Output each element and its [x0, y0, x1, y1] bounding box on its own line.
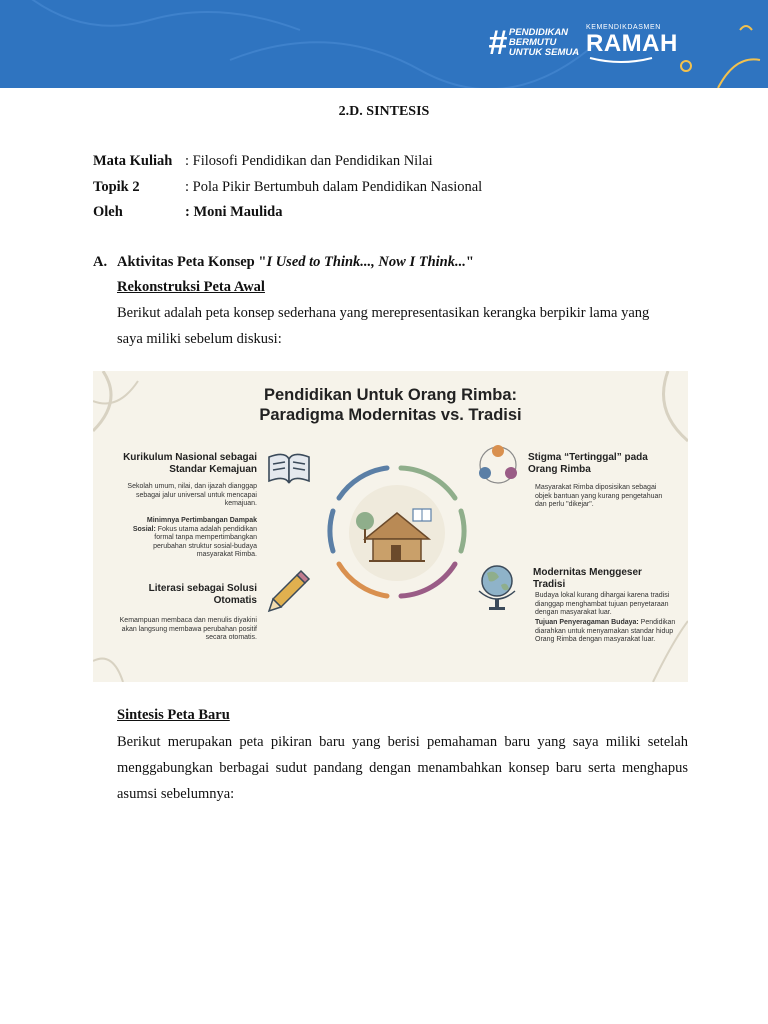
meta-value: : Filosofi Pendidikan dan Pendidikan Nilai	[185, 153, 433, 169]
tag-line: BERMUTU	[508, 37, 557, 48]
smile-icon	[586, 57, 656, 65]
title-line: Paradigma Modernitas vs. Tradisi	[259, 406, 522, 424]
meta-label: Oleh	[93, 204, 123, 220]
meta-label: Topik 2	[93, 179, 140, 195]
hashtag-icon: #	[488, 24, 507, 62]
people-network-icon	[479, 445, 517, 483]
subheading-sintesis: Sintesis Peta Baru	[117, 707, 230, 723]
meta-label: Mata Kuliah	[93, 153, 173, 169]
tag-line: UNTUK SEMUA	[508, 47, 580, 58]
subheading-rekonstruksi: Rekonstruksi Peta Awal	[117, 279, 265, 295]
right-bottom-text: Budaya lokal kurang dihargai karena tradisi dianggap menghambat tujuan penyetaraan dengan masyarakat luar.	[535, 592, 670, 617]
paragraph-intro: Berikut adalah peta konsep sederhana yang merepresentasikan kerangka berpikir lama yang saya miliki sebelum diskusi:	[117, 305, 650, 347]
bold-lead: Tujuan Penyeragaman Budaya:	[535, 619, 639, 626]
text-body: Pendidikan diarahkan untuk menyamakan standar hidup Orang Rimba dengan masyarakat luar.	[535, 619, 676, 644]
paragraph-sintesis: Berikut merupakan peta pikiran baru yang berisi pemahaman baru yang saya miliki setelah menggabungkan berbagai sudut pandang dengan menambahkan konsep baru serta menghapus asumsi sebelumnya:	[117, 734, 688, 802]
meta-row	[93, 153, 433, 170]
meta-row	[93, 204, 282, 221]
brand-big: RAMAH	[586, 30, 678, 57]
left-top-heading: Kurikulum Nasional sebagai Standar Kemajuan	[123, 452, 257, 475]
section-a-heading	[93, 254, 474, 271]
left-top-text-2	[123, 517, 257, 560]
left-top-text: Sekolah umum, nilai, dan ijazah dianggap sebagai jalur universal untuk mencapai kemajuan.	[127, 483, 257, 508]
open-book-icon	[269, 454, 309, 483]
left-bottom-text: Kemampuan membaca dan menulis diyakini akan langsung membawa perubahan positif secara otomatis.	[119, 617, 257, 642]
pencil-icon	[269, 571, 309, 611]
ramah-logo	[586, 24, 678, 65]
hut-icon	[349, 485, 445, 581]
heading-prefix: Aktivitas Peta Konsep "	[117, 254, 267, 270]
right-bottom-text-2	[535, 619, 681, 645]
right-bottom-heading: Modernitas Menggeser Tradisi	[533, 567, 642, 590]
brand-small: KEMENDIKDASMEN	[586, 24, 661, 31]
globe-icon	[479, 566, 515, 610]
meta-value: : Pola Pikir Bertumbuh dalam Pendidikan Nasional	[185, 179, 483, 195]
page-title: 2.D. SINTESIS	[338, 104, 430, 119]
title-line: Pendidikan Untuk Orang Rimba:	[263, 386, 518, 404]
meta-row	[93, 179, 482, 196]
bold-lead: Minimnya Pertimbangan Dampak Sosial:	[132, 517, 257, 533]
infographic-title	[93, 385, 688, 425]
right-top-text: Masyarakat Rimba diposisikan sebagai objek bantuan yang kurang pengetahuan dan perlu "dikejar".	[535, 484, 663, 509]
text-body: Fokus utama adalah pendidikan formal tanpa mempertimbangkan perubahan struktur sosial-budaya masyarakat Rimba.	[153, 525, 257, 559]
meta-value: : Moni Maulida	[185, 204, 283, 220]
heading-italic: I Used to Think..., Now I Think...	[266, 254, 466, 270]
pendidikan-bermutu-logo	[488, 26, 579, 60]
header-banner	[0, 0, 768, 88]
right-top-heading: Stigma “Tertinggal” pada Orang Rimba	[528, 452, 648, 475]
left-bottom-heading: Literasi sebagai Solusi Otomatis	[148, 583, 257, 606]
tag-line: PENDIDIKAN	[508, 27, 569, 38]
concept-map-infographic	[93, 371, 688, 682]
heading-suffix: "	[465, 254, 474, 270]
section-number: A.	[93, 254, 108, 270]
